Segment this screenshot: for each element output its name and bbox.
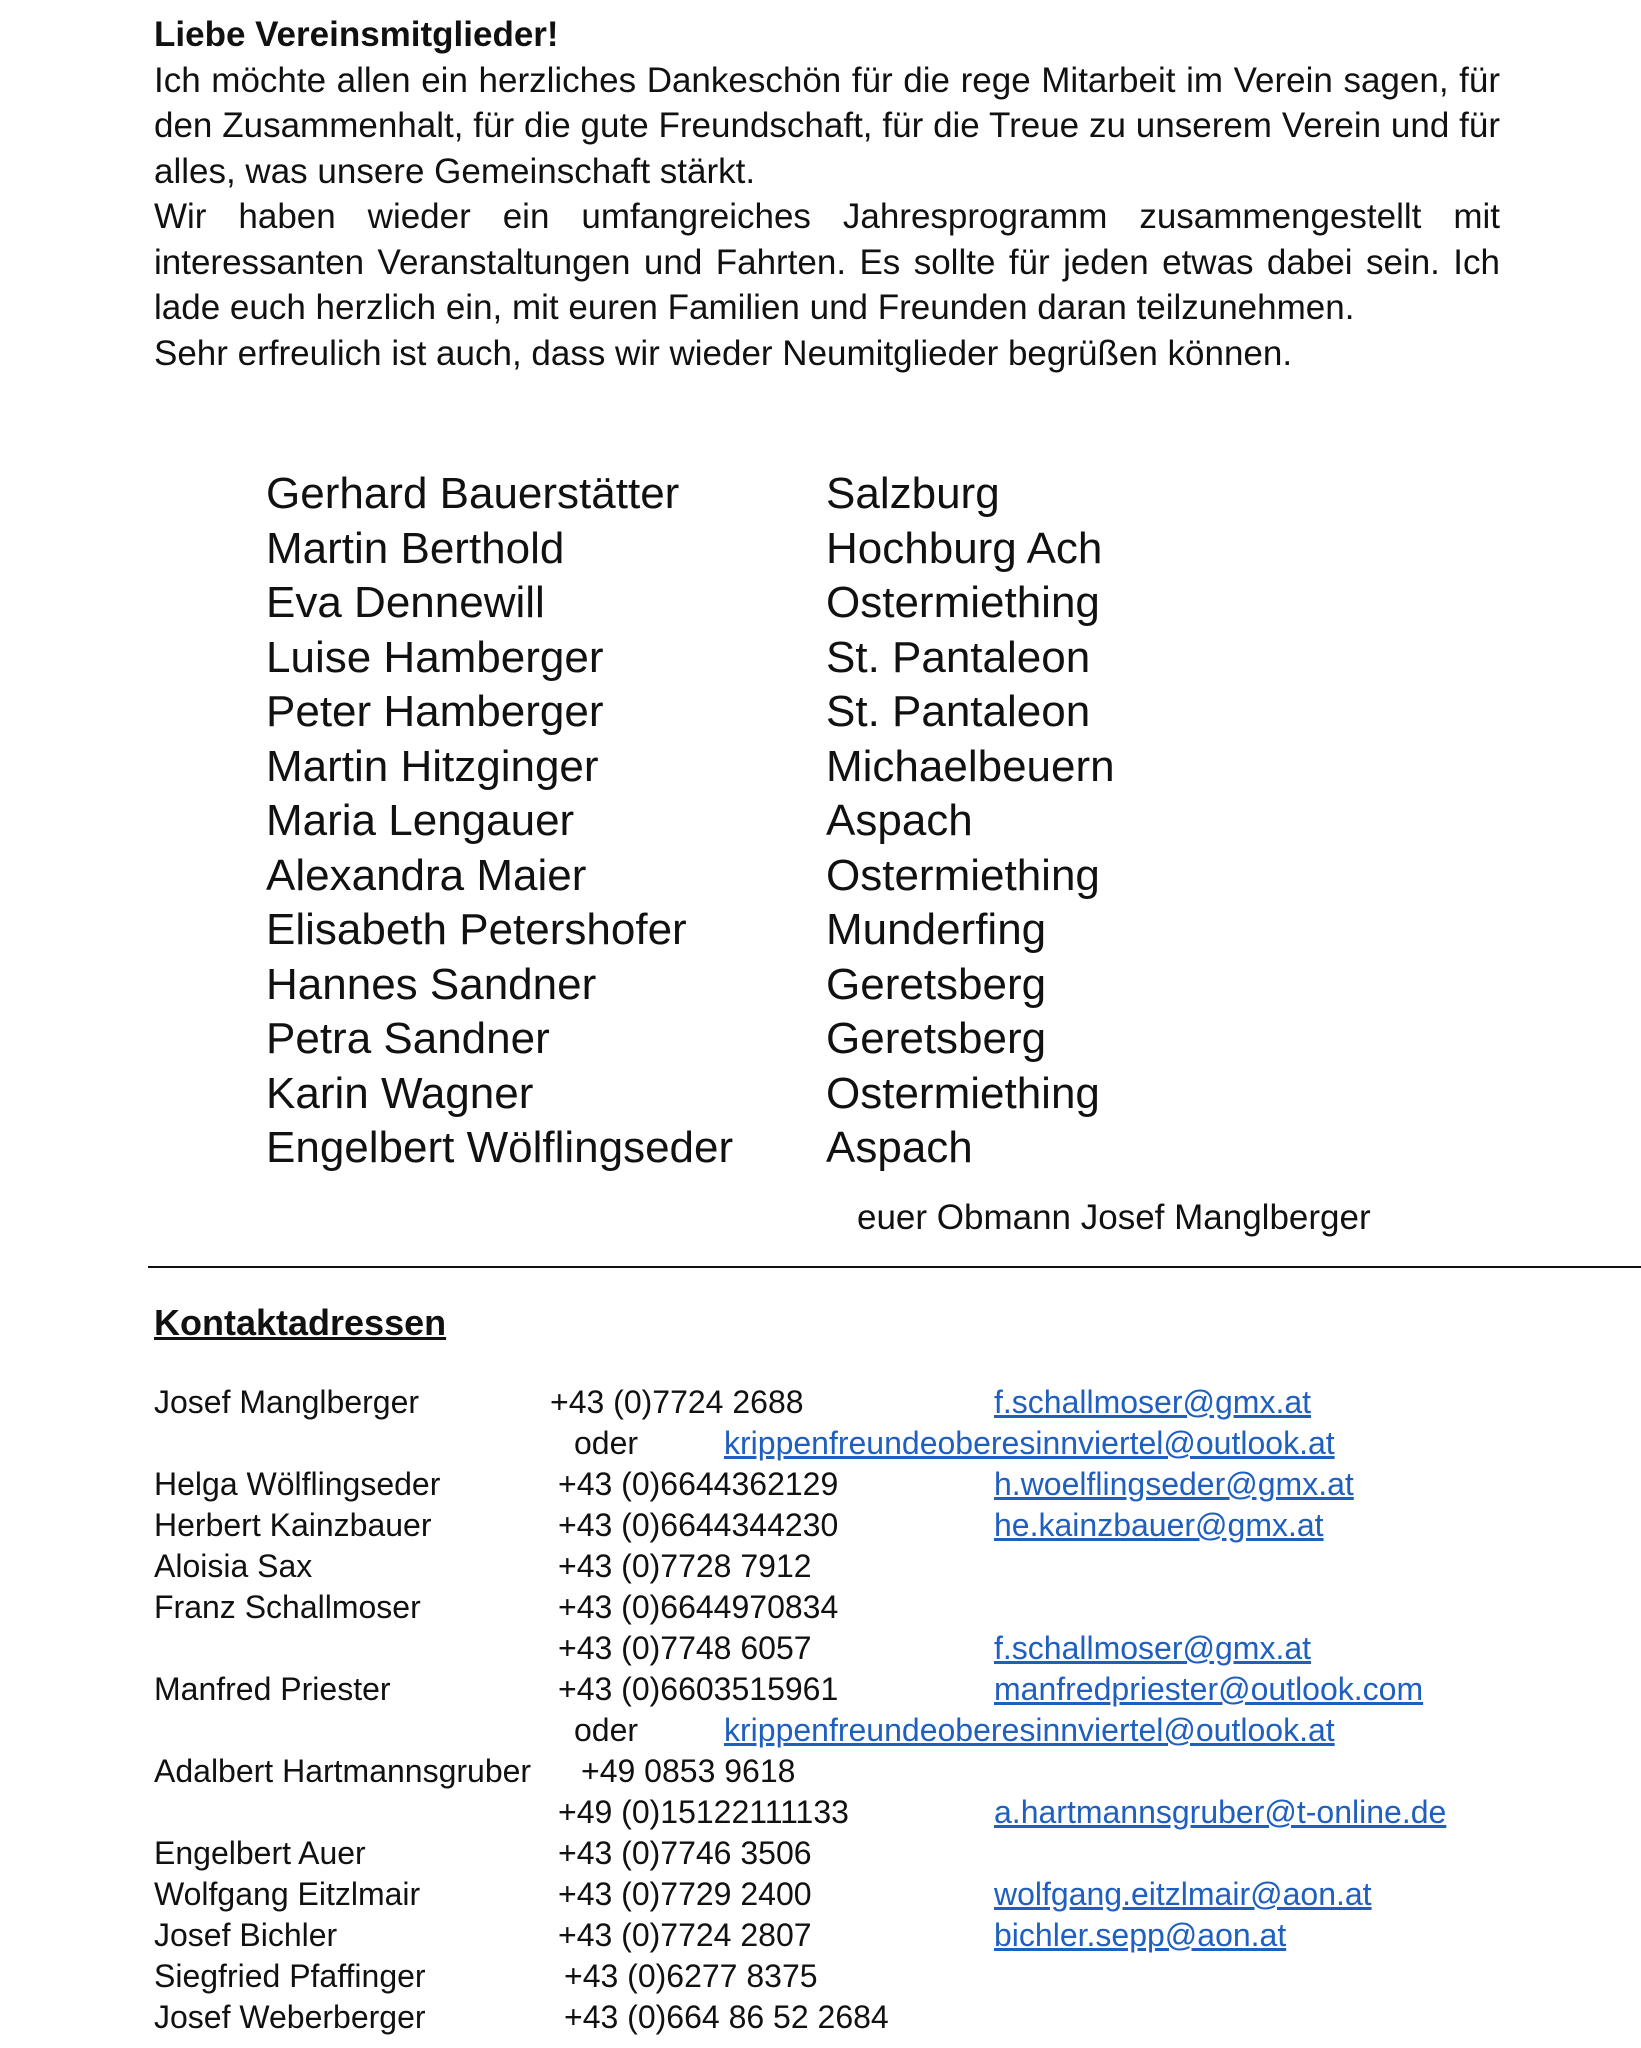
member-place: Michaelbeuern [826, 741, 1115, 791]
member-row [266, 685, 1115, 740]
member-place: Ostermiething [826, 1068, 1100, 1118]
member-row [266, 903, 1115, 958]
member-place: Ostermiething [826, 850, 1100, 900]
contact-row [154, 1587, 1634, 1628]
contact-email-link[interactable]: krippenfreundeoberesinnviertel@outlook.at [724, 1425, 1335, 1461]
member-row [266, 740, 1115, 795]
member-name: Luise Hamberger [266, 632, 604, 682]
contact-name: Franz Schallmoser [154, 1589, 421, 1625]
contact-row [154, 1669, 1634, 1710]
contact-phone: +43 (0)7746 3506 [558, 1835, 812, 1871]
contact-email-link[interactable]: f.schallmoser@gmx.at [994, 1384, 1312, 1420]
contact-phone: +43 (0)6277 8375 [564, 1958, 818, 1994]
contact-row-continuation [154, 1792, 1634, 1833]
member-row [266, 631, 1115, 686]
contacts-heading: Kontaktadressen [154, 1302, 447, 1343]
contact-name: Siegfried Pfaffinger [154, 1958, 426, 1994]
contact-email-link[interactable]: wolfgang.eitzlmair@aon.at [994, 1876, 1372, 1912]
contact-phone: +43 (0)7748 6057 [558, 1630, 812, 1666]
member-name: Peter Hamberger [266, 687, 604, 736]
contact-phone: +43 (0)7728 7912 [558, 1548, 812, 1584]
or-label: oder [574, 1712, 639, 1748]
contact-row [154, 1874, 1634, 1915]
member-place: Hochburg Ach [826, 523, 1103, 573]
member-name: Karin Wagner [266, 1068, 534, 1118]
member-place: Munderfing [826, 905, 1047, 954]
member-row [266, 1067, 1115, 1122]
contact-row [154, 1997, 1634, 2038]
member-name: Eva Dennewill [266, 578, 545, 627]
member-name: Elisabeth Petershofer [266, 905, 687, 954]
contact-email-link[interactable]: f.schallmoser@gmx.at [994, 1630, 1312, 1666]
member-place: St. Pantaleon [826, 687, 1091, 736]
contact-row [154, 1382, 1634, 1423]
contact-phone: +43 (0)7724 2688 [550, 1384, 804, 1420]
contact-row [154, 1505, 1634, 1546]
member-place: Salzburg [826, 469, 1000, 518]
contact-row [154, 1546, 1634, 1587]
contact-name: Adalbert Hartmannsgruber [154, 1753, 532, 1789]
contact-phone: +43 (0)6644970834 [558, 1589, 839, 1625]
or-label: oder [574, 1425, 639, 1461]
contact-phone: +43 (0)6644362129 [558, 1466, 839, 1502]
member-row [266, 522, 1115, 577]
member-row [266, 1012, 1115, 1067]
contact-phone: +49 (0)15122111133 [558, 1794, 849, 1830]
contact-row [154, 1833, 1634, 1874]
contact-phone: +43 (0)7724 2807 [558, 1917, 812, 1953]
contact-email-link[interactable]: bichler.sepp@aon.at [994, 1917, 1287, 1953]
letter-greeting: Liebe Vereinsmitglieder! [154, 15, 559, 54]
contact-row [154, 1956, 1634, 1997]
contact-name: Herbert Kainzbauer [154, 1507, 432, 1543]
member-place: Aspach [826, 1123, 973, 1172]
contact-phone: +43 (0)6603515961 [558, 1671, 839, 1707]
member-place: Geretsberg [826, 1014, 1047, 1063]
contact-email-link[interactable]: a.hartmannsgruber@t-online.de [994, 1794, 1447, 1830]
member-row [266, 958, 1115, 1013]
letter-body [154, 12, 1500, 376]
contact-row [154, 1915, 1634, 1956]
member-place: Aspach [826, 796, 973, 845]
member-place: Geretsberg [826, 959, 1047, 1009]
contacts-list [154, 1382, 1634, 2038]
contact-name: Manfred Priester [154, 1671, 391, 1707]
member-place: St. Pantaleon [826, 632, 1091, 682]
member-name: Engelbert Wölflingseder [266, 1123, 734, 1172]
contact-email-link[interactable]: h.woelflingseder@gmx.at [994, 1466, 1354, 1502]
signature: euer Obmann Josef Manglberger [857, 1198, 1371, 1237]
contact-name: Josef Manglberger [154, 1384, 420, 1420]
contact-row-continuation [154, 1628, 1634, 1669]
member-name: Maria Lengauer [266, 796, 575, 845]
contact-row [154, 1464, 1634, 1505]
member-place: Ostermiething [826, 578, 1100, 627]
member-row [266, 467, 1115, 522]
contact-row [154, 1751, 1634, 1792]
member-name: Alexandra Maier [266, 850, 587, 900]
contact-name: Aloisia Sax [154, 1548, 313, 1584]
member-row [266, 849, 1115, 904]
contact-row-alternate [154, 1710, 1634, 1751]
member-row [266, 794, 1115, 849]
contact-email-link[interactable]: krippenfreundeoberesinnviertel@outlook.at [724, 1712, 1335, 1748]
contact-name: Josef Weberberger [154, 1999, 426, 2035]
member-name: Gerhard Bauerstätter [266, 469, 680, 518]
new-members-list [266, 467, 1115, 1176]
contact-row-alternate [154, 1423, 1634, 1464]
contact-phone: +43 (0)6644344230 [558, 1507, 839, 1543]
contact-phone: +43 (0)7729 2400 [558, 1876, 812, 1912]
letter-paragraph-thanks: Ich möchte allen ein herzliches Dankeschön für die rege Mitarbeit im Verein sagen, für den Zusammenhalt, für die gute Freundschaft, für die Treue zu unserem Verein und für alles, was unsere Gemeinschaft stärkt. [154, 60, 1500, 191]
member-row [266, 1121, 1115, 1176]
letter-paragraph-program: Wir haben wieder ein umfangreiches Jahresprogramm zusammengestellt mit interessanten Veranstaltungen und Fahrten. Es sollte für jeden etwas dabei sein. Ich lade euch herzlich ein, mit euren Familien und Freunden daran teilzunehmen. [154, 197, 1500, 327]
member-name: Petra Sandner [266, 1014, 550, 1063]
member-name: Hannes Sandner [266, 959, 597, 1009]
member-name: Martin Berthold [266, 523, 565, 573]
member-name: Martin Hitzginger [266, 741, 599, 791]
contact-name: Josef Bichler [154, 1917, 338, 1953]
section-divider [148, 1266, 1641, 1268]
contact-name: Wolfgang Eitzlmair [154, 1876, 421, 1912]
letter-paragraph-new-members: Sehr erfreulich ist auch, dass wir wieder Neumitglieder begrüßen können. [154, 333, 1293, 373]
contact-phone: +49 0853 9618 [581, 1753, 796, 1789]
contact-phone: +43 (0)664 86 52 2684 [564, 1999, 889, 2035]
contact-name: Engelbert Auer [154, 1835, 366, 1871]
contact-name: Helga Wölflingseder [154, 1466, 441, 1502]
contact-email-link[interactable]: he.kainzbauer@gmx.at [994, 1507, 1324, 1543]
member-row [266, 576, 1115, 631]
contact-email-link[interactable]: manfredpriester@outlook.com [994, 1671, 1424, 1707]
